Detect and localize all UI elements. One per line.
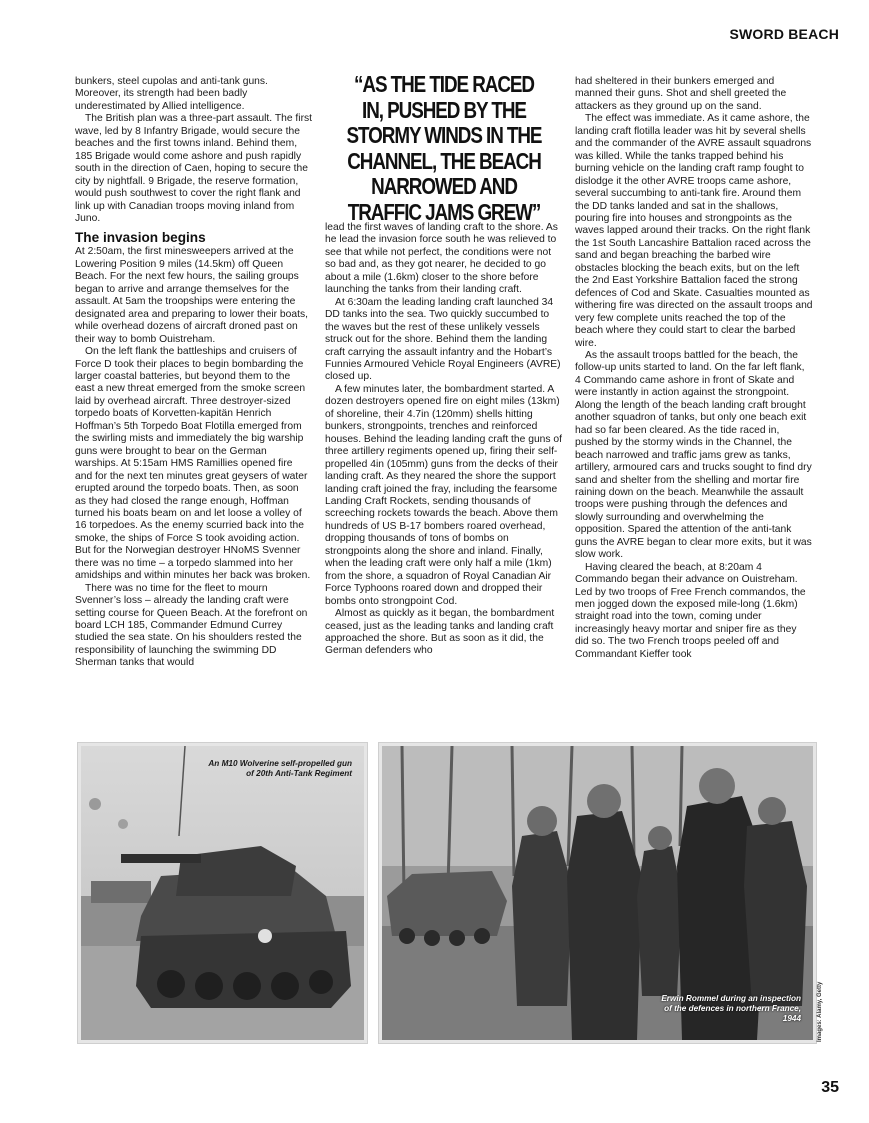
paragraph: bunkers, steel cupolas and anti-tank guns. Moreover, its strength had been badly underestimated by Allied intelligence. (75, 76, 268, 112)
paragraph: A few minutes later, the bombardment started. A dozen destroyers opened fire on eight miles (13km) of shoreline, their 4.7in (120mm) shells hitting bunkers, strongpoints, trenches and reinforced houses. Behind the leading landing craft the guns of three artillery regiments opened up, firing their self-propelled 4in (105mm) guns from the decks of their landing craft. As they neared the shore the support landing craft joined the fray, including the fearsome Landing Craft Rockets, sending thousands of screeching rockets towards the beach. Above them hundreds of US B-17 bombers roared overhead, dropping thousands of tons of bombs on strongpoints along the shore and inland. Finally, when the leading craft were only half a mile (1km) from the shore, a squadron of Royal Canadian Air Force Typhoons roared down and dropped their bombs onto strongpoint Cod. (325, 383, 562, 607)
section-tag: SWORD BEACH (729, 26, 839, 42)
pull-quote: “AS THE TIDE RACED IN, PUSHED BY THE STORMY WINDS IN THE CHANNEL, THE BEACH NARROWED AND TRAFFIC JAMS GREW” (346, 71, 542, 225)
paragraph: The British plan was a three-part assault. The first wave, led by 8 Infantry Brigade, would secure the beaches and the first towns inland. Behind them, 185 Brigade would come ashore and push rapidly south in the direction of Caen, hoping to secure the city by nightfall. 9 Brigade, the reserve formation, would push southwest to cover the right flank and link up with Canadian troops moving inland from Juno. (75, 113, 313, 224)
paragraph: The effect was immediate. As it came ashore, the landing craft flotilla leader was hit by several shells and the commander of the AVRE assault squadrons was killed. While the tanks trapped behind his burning vehicle on the landing craft ramp fought to dislodge it the other AVRE troops came ashore, several succumbing to anti-tank fire. Around them the DD tanks landed and sat in the shallows, pouring fire into houses and strongpoints as the waves lapped around their tracks. On the right flank the 1st South Lancashire Battalion raced across the sand and began breaching the barbed wire obstacles blocking the beach exits, but on the left the 2nd East Yorkshire Battalion faced the strong defences of Cod and Skate. Casualties mounted as withering fire was directed on the assault troops and very few complete units reached the top of the beach where they could start to clear the barbed wire. (575, 113, 813, 349)
paragraph: lead the first waves of landing craft to the shore. As he lead the invasion force south he was relieved to see that while not perfect, the conditions were not so bad and, as they got nearer, he decided to go about a mile (1.6km) closer to the shore before launching the tanks from their landing craft. (325, 222, 558, 296)
page-number: 35 (821, 1079, 839, 1096)
image-credit: Images: Alamy, Getty (817, 981, 823, 1042)
tank-photo (78, 743, 367, 1043)
photo-caption: Erwin Rommel during an inspection of the defences in northern France, 1944 (661, 994, 801, 1023)
paragraph: At 2:50am, the first minesweepers arrived at the Lowering Position 9 miles (14.5km) off Queen Beach. For the next few hours, the sailing groups began to arrive and arrange themselves for the assault. At 5am the troopships were entering the designated area and preparing to lower their boats, while overhead dozens of aircraft droned past on their way to bomb Ouistreham. (75, 246, 308, 345)
paragraph: There was no time for the fleet to mourn Svenner’s loss – already the landing craft were setting course for Queen Beach. At the forefront on board LCH 185, Commander Edmund Currey studied the sea state. On his shoulders rested the responsibility of launching the swimming DD Sherman tanks that would (75, 582, 308, 669)
rommel-photo (379, 743, 816, 1043)
paragraph: On the left flank the battleships and cruisers of Force D took their places to begin bombarding the larger coastal batteries, but beyond them to the east a new threat emerged from the smoke screen laid by overhead aircraft. Three destroyer-sized torpedo boats of Korvetten-kapitän Henrich Hoffman’s 5th Torpedo Boat Flotilla emerged from the swirling mists and immediately the big warship guns were brought to bear on the German warships. At 5:15am HMS Ramillies opened fire and for the next ten minutes great geysers of water erupted around the torpedo boats. Then, as soon as they had closed the range enough, Hoffman turned his boats beam on and let loose a volley of 16 torpedoes. As the enemy scurried back into the smoke, the ships of Force S took avoiding action. But for the Norwegian destroyer HNoMS Svenner there was no time – a torpedo slammed into her amidships and within minutes her back was broken. (75, 346, 311, 582)
article-column-3 (575, 76, 813, 661)
article-column-1 (75, 76, 312, 670)
paragraph: had sheltered in their bunkers emerged and manned their guns. Shot and shell greeted the attackers as they ground up on the sand. (575, 76, 787, 112)
paragraph: Almost as quickly as it began, the bombardment ceased, just as the leading tanks and landing craft approached the shore. But as soon as it did, the German defenders who (325, 608, 555, 657)
tank-photo-image (81, 746, 364, 1040)
paragraph: As the assault troops battled for the beach, the follow-up units started to land. On the far left flank, 4 Commando came ashore in front of Skate and were instantly in action against the strongpoint. Along the length of the beach landing craft brought another squadron of tanks, but only one beach exit had so far been cleared. As the tide raced in, pushed by the stormy winds in the Channel, the beach narrowed and traffic jams grew as tanks, artillery, armoured cars and trucks sought to find dry sand and shelter from the shelling and mortar fire raining down on the beach. Meanwhile the assault troops were pushing through the defences and slowly surrounding and overwhelming the opposition. Spared the attention of the anti-tank guns the AVRE began to clear more exits, but it was slow work. (575, 349, 812, 561)
photo-caption: An M10 Wolverine self-propelled gun of 20th Anti-Tank Regiment (208, 759, 352, 778)
paragraph: Having cleared the beach, at 8:20am 4 Commando began their advance on Ouistreham. Led by two troops of Free French commandos, the men jogged down the exposed mile-long (1.6km) straight road into the town, coming under increasingly heavy mortar and sniper fire as they did so. The two French troops peeled off and Commandant Kieffer took (575, 561, 806, 660)
subheading: The invasion begins (75, 230, 206, 246)
article-column-2 (325, 222, 563, 658)
paragraph: At 6:30am the leading landing craft launched 34 DD tanks into the sea. Two quickly succumbed to the waves but the rest of these unlikely vessels struck out for the shore. Behind them the landing craft carrying the assault infantry and the Hobart’s Funnies Armoured Vehicle Royal Engineers (AVRE) closed up. (325, 296, 561, 383)
